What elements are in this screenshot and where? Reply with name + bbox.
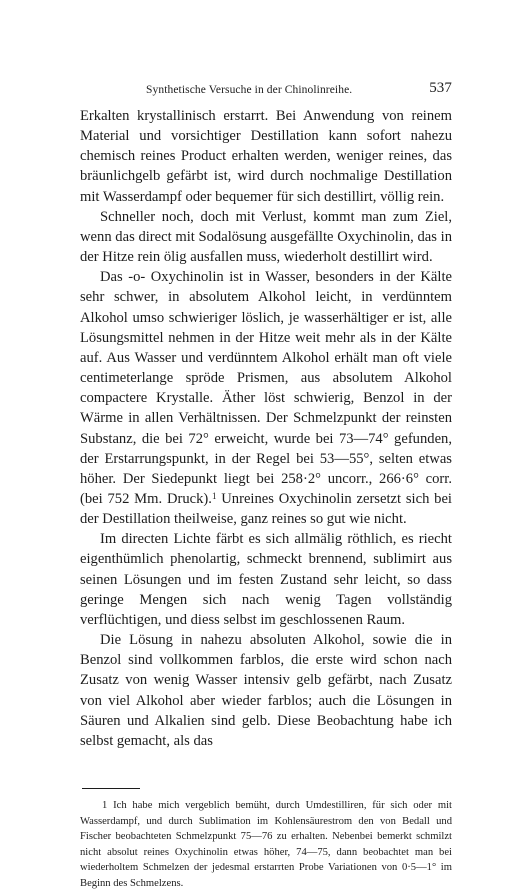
paragraph-distillation: Schneller noch, doch mit Verlust, kommt man zum Ziel, wenn das direct mit Sodalösung ausgefällte Oxychinolin, das in der Hitze rein ölig ausfallen muss, wiederholt destillirt wird. <box>80 208 452 266</box>
page-number: 537 <box>429 80 452 96</box>
footnote-marker: 1 <box>102 800 108 811</box>
paragraph-properties-tail: Unreines Oxychinolin zersetzt sich bei der Destillation theilweise, ganz reines so gut wie nicht. <box>80 490 452 528</box>
paragraph-properties <box>80 267 452 529</box>
running-title: Synthetische Versuche in der Chinolinreihe. <box>146 84 353 96</box>
body-text <box>80 106 452 751</box>
paragraph-continuation: Erkalten krystallinisch erstarrt. Bei Anwendung von reinem Material und vorsichtiger Destillation kann sofort nahezu chemisch reines Product erhalten werden, weniger reines, das bräunlichgelb gefärbt ist, wird durch nochmalige Destillation mit Wasserdampf oder bequemer für sich destillirt, völlig rein. <box>80 108 452 205</box>
footnote <box>80 798 452 892</box>
paragraph-properties-text: Das -o- Oxychinolin ist in Wasser, besonders in der Kälte sehr schwer, in absolutem Alkohol leicht, in verdünntem Alkohol umso schwieriger löslich, je wasserhältiger er ist, alle Lösungsmittel nehmen in der Hitze weit mehr als in der Kälte auf. Aus Wasser und verdünntem Alkohol erhält man oft viele centimeterlange spröde Prismen, aus absolutem Alkohol compactere Krystalle. Äther löst schwierig, Benzol in der Wärme in allen Verhältnissen. Der Schmelzpunkt der reinsten Substanz, die bei 72° erweicht, wurde bei 73—74° gefunden, der Erstarrungspunkt, in der Regel bei 53—55°, selten etwas höher. Der Siedepunkt liegt bei 258·2° uncorr., 266·6° corr. (bei 752 Mm. Druck). <box>80 269 452 507</box>
running-header <box>80 78 452 100</box>
footnote-body <box>80 798 452 892</box>
footnote-reference: 1 <box>211 490 217 501</box>
footnote-text: Ich habe mich vergeblich bemüht, durch Umdestilliren, für sich oder mit Wasserdampf, und durch Sublimation im Kohlensäurestrom den von Bedall und Fischer beobachteten Schmelzpunkt 75—76 zu erhalten. Nebenbei bemerkt schmilzt nicht absolut reines Oxychinolin etwas höher, 74—75, dann beobachtet man bei wiederholtem Schmelzen der jedesmal erstarrten Probe Variationen von 0·5—1° im Beginn des Schmelzens. <box>80 800 452 889</box>
paragraph-solution: Die Lösung in nahezu absoluten Alkohol, sowie die in Benzol sind vollkommen farblos, die erste wird schon nach Zusatz von wenig Wasser intensiv gelb gefärbt, nach Zusatz von viel Alkohol aber wieder farblos; auch die Lösungen in Säuren und Alkalien sind gelb. Diese Beobachtung habe ich selbst gemacht, als das <box>80 632 452 749</box>
footnote-divider <box>82 788 140 789</box>
paragraph-light: Im directen Lichte färbt es sich allmälig röthlich, es riecht eigenthümlich phenolartig, schmeckt brennend, sublimirt aus seinen Lösungen und im festen Zustand sehr leicht, so dass geringe Mengen sich nach wenig Tagen vollständig verflüchtigen, und diess selbst im geschlossenen Raum. <box>80 531 452 628</box>
book-page <box>80 78 452 892</box>
